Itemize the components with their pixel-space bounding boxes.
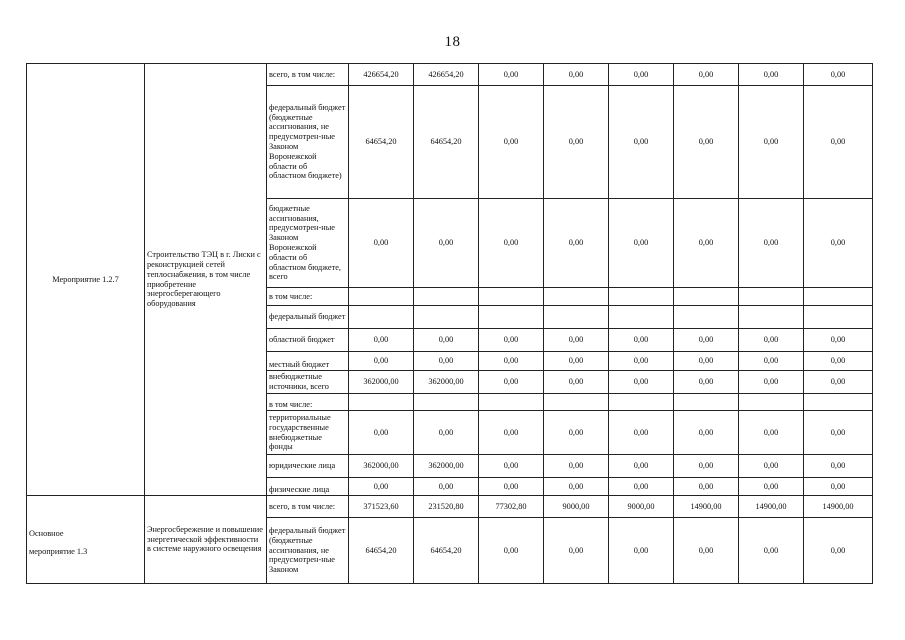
value-year: 0,00: [609, 329, 674, 352]
value-total: 0,00: [349, 352, 414, 371]
value-year: 0,00: [674, 411, 739, 455]
value-year: 0,00: [479, 86, 544, 199]
value-year: 0,00: [674, 64, 739, 86]
value-year: [739, 306, 804, 329]
value-year: 0,00: [544, 371, 609, 394]
value-year: 0,00: [544, 199, 609, 288]
value-year: 231520,80: [414, 496, 479, 518]
value-year: 0,00: [804, 455, 873, 478]
value-year: 0,00: [479, 64, 544, 86]
value-year: 0,00: [544, 86, 609, 199]
funding-source: бюджетные ассигнования, предусмотрен-ные Законом Воронежской области об областном бюджете, всего: [267, 199, 349, 288]
value-year: 0,00: [609, 478, 674, 496]
value-year: [674, 288, 739, 306]
funding-source: всего, в том числе:: [267, 496, 349, 518]
funding-source: территориальные государственные внебюджетные фонды: [267, 411, 349, 455]
value-year: [414, 306, 479, 329]
value-year: 0,00: [544, 352, 609, 371]
value-year: 0,00: [609, 455, 674, 478]
value-year: 0,00: [479, 329, 544, 352]
value-year: 9000,00: [544, 496, 609, 518]
value-year: 0,00: [674, 518, 739, 584]
value-year: 0,00: [804, 478, 873, 496]
funding-source: федеральный бюджет: [267, 306, 349, 329]
value-year: [804, 394, 873, 411]
value-year: 0,00: [739, 329, 804, 352]
value-year: 0,00: [544, 455, 609, 478]
value-year: 0,00: [739, 371, 804, 394]
value-year: 9000,00: [609, 496, 674, 518]
value-total: 0,00: [349, 199, 414, 288]
value-year: 0,00: [609, 64, 674, 86]
value-year: [414, 394, 479, 411]
value-total: 426654,20: [349, 64, 414, 86]
value-total: 362000,00: [349, 455, 414, 478]
value-total: 0,00: [349, 329, 414, 352]
value-year: [479, 306, 544, 329]
value-year: [544, 306, 609, 329]
value-year: 0,00: [739, 199, 804, 288]
value-year: 0,00: [414, 329, 479, 352]
page-number: 18: [444, 34, 461, 50]
value-year: [609, 306, 674, 329]
value-year: 0,00: [739, 64, 804, 86]
value-year: 362000,00: [414, 371, 479, 394]
value-year: [739, 394, 804, 411]
value-total: [349, 288, 414, 306]
value-total: 0,00: [349, 411, 414, 455]
value-year: 0,00: [674, 478, 739, 496]
value-year: 0,00: [804, 411, 873, 455]
funding-source: федеральный бюджет (бюджетные ассигнования, не предусмотрен-ные Законом: [267, 518, 349, 584]
value-year: 0,00: [804, 64, 873, 86]
value-year: 14900,00: [804, 496, 873, 518]
value-year: 362000,00: [414, 455, 479, 478]
measure-description: Энергосбережение и повышение энергетической эффективности в системе наружного освещения: [145, 496, 267, 584]
value-year: 64654,20: [414, 86, 479, 199]
funding-source: всего, в том числе:: [267, 64, 349, 86]
value-year: [479, 394, 544, 411]
value-year: 0,00: [544, 478, 609, 496]
table-row: [27, 496, 873, 518]
funding-source: внебюджетные источники, всего: [267, 371, 349, 394]
funding-source: юридические лица: [267, 455, 349, 478]
value-year: 0,00: [544, 518, 609, 584]
value-total: [349, 394, 414, 411]
funding-source: федеральный бюджет (бюджетные ассигнования, не предусмотрен-ные Законом Воронежской области об областном бюджете): [267, 86, 349, 199]
budget-table: [26, 63, 873, 584]
value-year: 0,00: [544, 329, 609, 352]
value-year: 0,00: [674, 352, 739, 371]
value-year: [479, 288, 544, 306]
value-year: 0,00: [739, 352, 804, 371]
value-year: 0,00: [479, 371, 544, 394]
value-year: [804, 288, 873, 306]
value-year: [804, 306, 873, 329]
funding-source: областной бюджет: [267, 329, 349, 352]
value-year: 0,00: [804, 329, 873, 352]
value-total: [349, 306, 414, 329]
value-year: [674, 306, 739, 329]
measure-description: Строительство ТЭЦ в г. Лиски с реконструкцией сетей теплоснабжения, в том числе приобретение энергосберегающего оборудования: [145, 64, 267, 496]
value-year: 0,00: [739, 518, 804, 584]
value-year: 0,00: [479, 455, 544, 478]
value-year: 0,00: [479, 411, 544, 455]
value-year: 0,00: [804, 371, 873, 394]
value-year: [609, 394, 674, 411]
value-year: [674, 394, 739, 411]
value-year: 0,00: [804, 86, 873, 199]
value-year: [544, 288, 609, 306]
value-year: 426654,20: [414, 64, 479, 86]
value-total: 64654,20: [349, 86, 414, 199]
value-year: 0,00: [609, 518, 674, 584]
value-year: 0,00: [674, 455, 739, 478]
funding-source: физические лица: [267, 478, 349, 496]
value-year: 0,00: [804, 352, 873, 371]
value-year: 0,00: [739, 411, 804, 455]
value-year: 0,00: [609, 86, 674, 199]
value-year: 64654,20: [414, 518, 479, 584]
value-year: 0,00: [804, 518, 873, 584]
value-year: 0,00: [609, 371, 674, 394]
value-year: 0,00: [544, 411, 609, 455]
value-year: 0,00: [674, 86, 739, 199]
value-year: 0,00: [414, 411, 479, 455]
measure-name: Основное мероприятие 1.3: [27, 496, 145, 584]
value-year: 0,00: [674, 329, 739, 352]
value-total: 0,00: [349, 478, 414, 496]
value-year: 77302,80: [479, 496, 544, 518]
value-year: 0,00: [804, 199, 873, 288]
value-year: 0,00: [674, 371, 739, 394]
value-year: 0,00: [414, 352, 479, 371]
value-year: 14900,00: [674, 496, 739, 518]
value-year: 0,00: [609, 199, 674, 288]
value-year: 0,00: [479, 518, 544, 584]
value-year: [609, 288, 674, 306]
value-year: 0,00: [739, 86, 804, 199]
value-year: [414, 288, 479, 306]
value-year: 0,00: [479, 199, 544, 288]
value-year: 0,00: [739, 478, 804, 496]
funding-source: в том числе:: [267, 394, 349, 411]
value-total: 64654,20: [349, 518, 414, 584]
value-year: 0,00: [609, 411, 674, 455]
value-year: 0,00: [479, 352, 544, 371]
value-total: 371523,60: [349, 496, 414, 518]
value-year: [544, 394, 609, 411]
value-year: 0,00: [674, 199, 739, 288]
funding-source: в том числе:: [267, 288, 349, 306]
value-total: 362000,00: [349, 371, 414, 394]
value-year: 0,00: [544, 64, 609, 86]
table-row: [27, 64, 873, 86]
funding-source: местный бюджет: [267, 352, 349, 371]
value-year: 0,00: [479, 478, 544, 496]
value-year: [739, 288, 804, 306]
value-year: 0,00: [414, 478, 479, 496]
value-year: 14900,00: [739, 496, 804, 518]
value-year: 0,00: [739, 455, 804, 478]
measure-name: Мероприятие 1.2.7: [27, 64, 145, 496]
value-year: 0,00: [414, 199, 479, 288]
value-year: 0,00: [609, 352, 674, 371]
